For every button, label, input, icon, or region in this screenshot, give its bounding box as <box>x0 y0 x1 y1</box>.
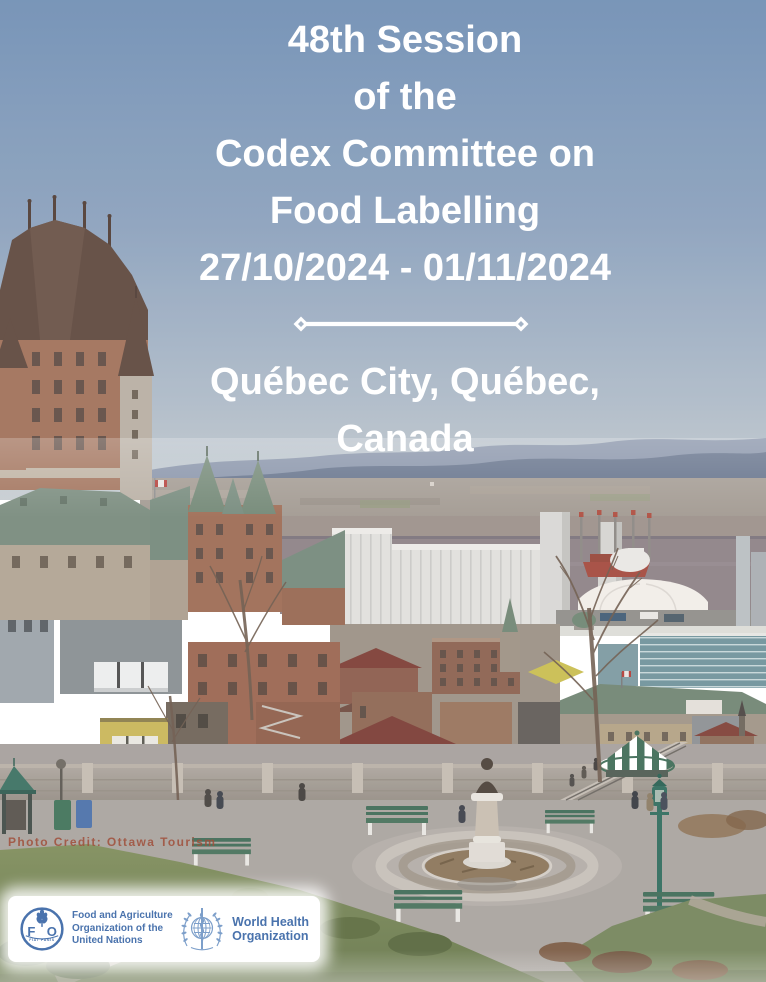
who-logo-group <box>177 904 309 954</box>
who-name: World Health Organization <box>232 914 309 943</box>
event-location <box>44 354 766 468</box>
divider-diamond-left <box>294 317 309 332</box>
title-dates: 27/10/2024 - 01/11/2024 <box>198 247 612 289</box>
divider-diamond-right <box>514 317 529 332</box>
title-line-2: of the <box>353 76 457 118</box>
fao-letter-f: F <box>27 923 36 939</box>
fao-logo-group <box>19 906 173 952</box>
photo-credit: Photo Credit: Ottawa Tourism <box>8 835 217 849</box>
title-line-4: Food Labelling <box>269 190 541 232</box>
fao-logo-icon <box>19 906 65 952</box>
document-title <box>44 12 766 297</box>
who-logo-icon <box>177 904 227 954</box>
location-line-2: Canada <box>336 418 474 460</box>
fao-motto: FIAT PANIS <box>29 938 55 943</box>
footer-logos <box>8 896 320 962</box>
fao-letter-o: O <box>46 923 57 939</box>
title-line-1: 48th Session <box>287 19 523 61</box>
title-line-3: Codex Committee on <box>214 133 596 175</box>
location-line-1: Québec City, Québec, <box>210 361 600 403</box>
fao-name: Food and Agriculture Organization of the United Nations <box>72 910 173 947</box>
title-divider <box>0 309 766 339</box>
